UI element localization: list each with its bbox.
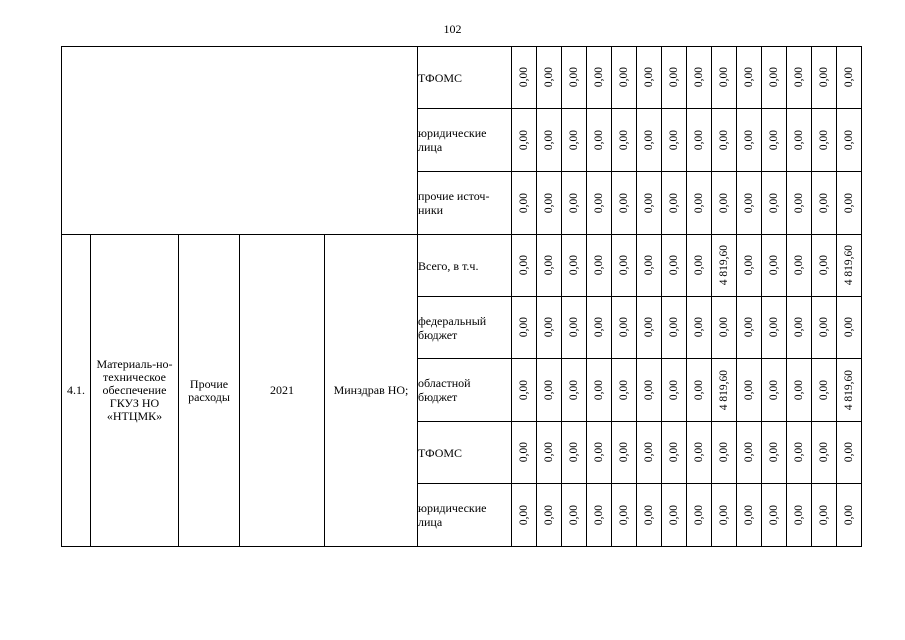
value-text: 0,00 [518, 67, 530, 88]
value-cell [512, 422, 537, 484]
value-cell [787, 359, 812, 422]
value-cell [587, 484, 612, 547]
value-cell [687, 235, 712, 297]
value-text: 0,00 [618, 129, 630, 151]
value-text: 0,00 [693, 317, 705, 338]
funding-source-cell [418, 484, 512, 547]
value-cell [587, 359, 612, 422]
value-text: 0,00 [668, 67, 680, 88]
value-cell [762, 359, 787, 422]
value-text: 0,00 [768, 379, 780, 401]
value-cell [537, 109, 562, 172]
value-text: 0,00 [818, 192, 830, 214]
value-text: 0,00 [743, 67, 755, 88]
value-cell [562, 47, 587, 109]
value-cell [662, 47, 687, 109]
value-text: 0,00 [743, 379, 755, 401]
value-text: 0,00 [543, 504, 555, 526]
value-cell [762, 484, 787, 547]
value-cell [812, 109, 837, 172]
value-text: 0,00 [568, 192, 580, 214]
value-text: 0,00 [668, 504, 680, 526]
value-text: 0,00 [568, 317, 580, 338]
value-cell [537, 359, 562, 422]
value-text: 0,00 [743, 442, 755, 463]
funding-source-cell [418, 297, 512, 359]
value-cell [762, 297, 787, 359]
value-text: 0,00 [768, 255, 780, 276]
value-cell [837, 297, 862, 359]
value-text: 0,00 [618, 255, 630, 276]
value-text: 0,00 [593, 317, 605, 338]
value-text: 0,00 [618, 317, 630, 338]
value-cell [562, 297, 587, 359]
value-cell [587, 235, 612, 297]
value-cell [587, 172, 612, 235]
value-text: 0,00 [693, 129, 705, 151]
value-cell [762, 109, 787, 172]
value-text: 0,00 [518, 379, 530, 401]
value-text: 0,00 [718, 504, 730, 526]
value-cell [712, 235, 737, 297]
value-text: 0,00 [568, 442, 580, 463]
value-cell [612, 359, 637, 422]
value-cell [687, 47, 712, 109]
value-text: 0,00 [843, 317, 855, 338]
value-text: 0,00 [693, 379, 705, 401]
value-cell [537, 235, 562, 297]
funding-source-label: прочие источ-ники [418, 189, 490, 217]
item-number-text: 4.1. [67, 383, 85, 397]
value-text: 0,00 [843, 67, 855, 88]
value-text: 0,00 [568, 67, 580, 88]
value-text: 0,00 [693, 504, 705, 526]
value-text: 0,00 [793, 255, 805, 276]
value-text: 0,00 [668, 379, 680, 401]
value-cell [737, 359, 762, 422]
table-body [62, 47, 862, 547]
value-text: 0,00 [518, 255, 530, 276]
value-text: 0,00 [693, 192, 705, 214]
value-text: 0,00 [543, 129, 555, 151]
value-cell [712, 297, 737, 359]
value-cell [612, 47, 637, 109]
value-cell [512, 47, 537, 109]
value-text: 0,00 [793, 192, 805, 214]
value-text: 0,00 [793, 129, 805, 151]
value-cell [612, 422, 637, 484]
value-cell [712, 109, 737, 172]
value-cell [812, 47, 837, 109]
item-number-cell [62, 235, 91, 547]
value-text: 0,00 [668, 129, 680, 151]
value-text: 0,00 [693, 67, 705, 88]
value-cell [637, 172, 662, 235]
value-cell [837, 109, 862, 172]
value-cell [837, 235, 862, 297]
value-text: 0,00 [618, 442, 630, 463]
value-cell [612, 235, 637, 297]
funding-source-cell [418, 422, 512, 484]
value-cell [637, 297, 662, 359]
value-cell [712, 484, 737, 547]
value-cell [512, 484, 537, 547]
value-cell [512, 297, 537, 359]
value-text: 0,00 [593, 442, 605, 463]
value-cell [787, 109, 812, 172]
value-cell [837, 47, 862, 109]
value-cell [612, 484, 637, 547]
value-text: 0,00 [768, 192, 780, 214]
value-cell [837, 484, 862, 547]
value-text: 0,00 [718, 442, 730, 463]
expense-type-text: Прочие расходы [188, 376, 230, 404]
value-text: 0,00 [818, 442, 830, 463]
value-text: 0,00 [593, 67, 605, 88]
value-text: 0,00 [818, 255, 830, 276]
value-cell [737, 47, 762, 109]
value-cell [612, 172, 637, 235]
value-text: 0,00 [643, 67, 655, 88]
funding-source-label: федеральный бюджет [418, 313, 487, 342]
value-cell [637, 235, 662, 297]
value-cell [537, 172, 562, 235]
value-cell [762, 172, 787, 235]
value-cell [762, 422, 787, 484]
value-text: 0,00 [793, 504, 805, 526]
continuation-blank-cell [62, 47, 418, 235]
value-text: 0,00 [543, 67, 555, 88]
value-cell [737, 297, 762, 359]
funding-source-label: юридические лица [418, 126, 487, 154]
value-cell [562, 235, 587, 297]
value-cell [587, 297, 612, 359]
value-text: 0,00 [818, 317, 830, 338]
table-row [62, 235, 862, 297]
value-cell [712, 172, 737, 235]
value-cell [787, 47, 812, 109]
value-text: 0,00 [543, 192, 555, 214]
value-cell [737, 484, 762, 547]
value-cell [712, 359, 737, 422]
funding-source-cell [418, 47, 512, 109]
value-text: 0,00 [693, 442, 705, 463]
funding-table [61, 46, 862, 547]
value-cell [587, 422, 612, 484]
value-cell [512, 359, 537, 422]
value-text: 0,00 [768, 504, 780, 526]
value-text: 0,00 [568, 504, 580, 526]
value-text: 0,00 [818, 67, 830, 88]
value-cell [812, 172, 837, 235]
value-text: 0,00 [618, 192, 630, 214]
value-text: 0,00 [668, 192, 680, 214]
value-text: 4 819,60 [718, 245, 730, 286]
value-text: 0,00 [568, 379, 580, 401]
value-cell [537, 484, 562, 547]
value-text: 0,00 [593, 255, 605, 276]
value-text: 0,00 [618, 504, 630, 526]
value-text: 0,00 [768, 317, 780, 338]
year-text: 2021 [270, 383, 294, 397]
value-text: 0,00 [818, 504, 830, 526]
funding-source-cell [418, 359, 512, 422]
value-text: 0,00 [643, 442, 655, 463]
value-cell [662, 235, 687, 297]
value-cell [712, 422, 737, 484]
value-text: 0,00 [593, 192, 605, 214]
value-text: 0,00 [518, 129, 530, 151]
value-cell [562, 109, 587, 172]
value-text: 0,00 [793, 317, 805, 338]
value-cell [637, 484, 662, 547]
value-text: 4 819,60 [718, 369, 730, 411]
value-cell [537, 47, 562, 109]
value-cell [562, 484, 587, 547]
value-text: 0,00 [643, 504, 655, 526]
value-cell [687, 109, 712, 172]
value-cell [812, 422, 837, 484]
value-text: 0,00 [743, 129, 755, 151]
value-cell [537, 297, 562, 359]
value-cell [662, 172, 687, 235]
value-text: 0,00 [743, 255, 755, 276]
value-text: 0,00 [718, 67, 730, 88]
value-cell [662, 484, 687, 547]
value-text: 0,00 [718, 317, 730, 338]
value-cell [612, 297, 637, 359]
funding-source-label: ТФОМС [418, 70, 463, 85]
value-text: 0,00 [643, 379, 655, 401]
value-text: 0,00 [768, 442, 780, 463]
funding-source-label: областной бюджет [418, 376, 471, 404]
value-cell [612, 109, 637, 172]
value-cell [687, 297, 712, 359]
value-cell [837, 359, 862, 422]
page-number: 102 [443, 22, 462, 36]
value-text: 0,00 [793, 67, 805, 88]
value-cell [637, 422, 662, 484]
value-cell [687, 484, 712, 547]
value-text: 0,00 [593, 129, 605, 151]
value-cell [812, 359, 837, 422]
value-text: 0,00 [818, 379, 830, 401]
value-text: 0,00 [743, 317, 755, 338]
value-cell [512, 109, 537, 172]
value-text: 0,00 [618, 67, 630, 88]
value-cell [787, 172, 812, 235]
value-cell [737, 109, 762, 172]
value-text: 0,00 [643, 255, 655, 276]
value-cell [662, 422, 687, 484]
value-text: 0,00 [718, 192, 730, 214]
value-text: 0,00 [668, 255, 680, 276]
value-cell [837, 422, 862, 484]
value-text: 0,00 [518, 442, 530, 463]
value-text: 0,00 [793, 379, 805, 401]
expense-type-cell [179, 235, 240, 547]
value-cell [512, 235, 537, 297]
value-text: 0,00 [768, 67, 780, 88]
value-cell [662, 359, 687, 422]
value-text: 0,00 [518, 317, 530, 338]
value-cell [687, 172, 712, 235]
value-cell [812, 484, 837, 547]
funding-source-cell [418, 235, 512, 297]
value-cell [562, 359, 587, 422]
value-text: 0,00 [793, 442, 805, 463]
value-cell [737, 235, 762, 297]
value-cell [587, 47, 612, 109]
value-text: 0,00 [843, 192, 855, 214]
value-text: 0,00 [568, 129, 580, 151]
value-text: 0,00 [668, 442, 680, 463]
value-text: 0,00 [718, 129, 730, 151]
table-row [62, 47, 862, 109]
value-text: 0,00 [518, 504, 530, 526]
item-name-cell [91, 235, 179, 547]
year-cell [240, 235, 325, 547]
value-cell [762, 47, 787, 109]
value-cell [812, 235, 837, 297]
value-text: 0,00 [643, 129, 655, 151]
value-text: 0,00 [568, 255, 580, 276]
value-text: 0,00 [618, 379, 630, 401]
value-text: 0,00 [693, 255, 705, 276]
value-text: 0,00 [543, 317, 555, 338]
executor-cell [325, 235, 418, 547]
value-cell [737, 422, 762, 484]
value-cell [687, 359, 712, 422]
value-cell [537, 422, 562, 484]
value-cell [712, 47, 737, 109]
value-cell [737, 172, 762, 235]
funding-source-cell [418, 109, 512, 172]
value-text: 4 819,60 [843, 369, 855, 411]
value-cell [637, 109, 662, 172]
value-text: 0,00 [543, 442, 555, 463]
value-cell [637, 47, 662, 109]
value-text: 0,00 [543, 379, 555, 401]
value-cell [562, 422, 587, 484]
value-text: 0,00 [593, 379, 605, 401]
value-text: 0,00 [543, 255, 555, 276]
funding-source-label: ТФОМС [418, 445, 463, 460]
value-text: 0,00 [518, 192, 530, 214]
value-text: 0,00 [643, 192, 655, 214]
value-text: 0,00 [593, 504, 605, 526]
value-cell [762, 235, 787, 297]
funding-source-cell [418, 172, 512, 235]
item-name-text: Материаль-но-техническое обеспечение ГКУЗ НО «НТЦМК» [96, 357, 173, 423]
value-cell [587, 109, 612, 172]
value-cell [837, 172, 862, 235]
value-text: 0,00 [843, 504, 855, 526]
value-cell [687, 422, 712, 484]
value-cell [662, 109, 687, 172]
value-cell [787, 422, 812, 484]
value-text: 0,00 [768, 129, 780, 151]
funding-source-label: Всего, в т.ч. [418, 258, 479, 273]
value-text: 0,00 [668, 317, 680, 338]
value-text: 0,00 [743, 504, 755, 526]
value-cell [812, 297, 837, 359]
value-text: 4 819,60 [843, 245, 855, 286]
value-text: 0,00 [818, 129, 830, 151]
value-cell [562, 172, 587, 235]
value-text: 0,00 [843, 129, 855, 151]
value-cell [662, 297, 687, 359]
value-cell [512, 172, 537, 235]
value-cell [637, 359, 662, 422]
value-cell [787, 235, 812, 297]
value-text: 0,00 [843, 442, 855, 463]
value-text: 0,00 [643, 317, 655, 338]
funding-source-label: юридические лица [418, 501, 487, 529]
value-text: 0,00 [743, 192, 755, 214]
value-cell [787, 484, 812, 547]
executor-text: Минздрав НО; [333, 383, 409, 397]
value-cell [787, 297, 812, 359]
